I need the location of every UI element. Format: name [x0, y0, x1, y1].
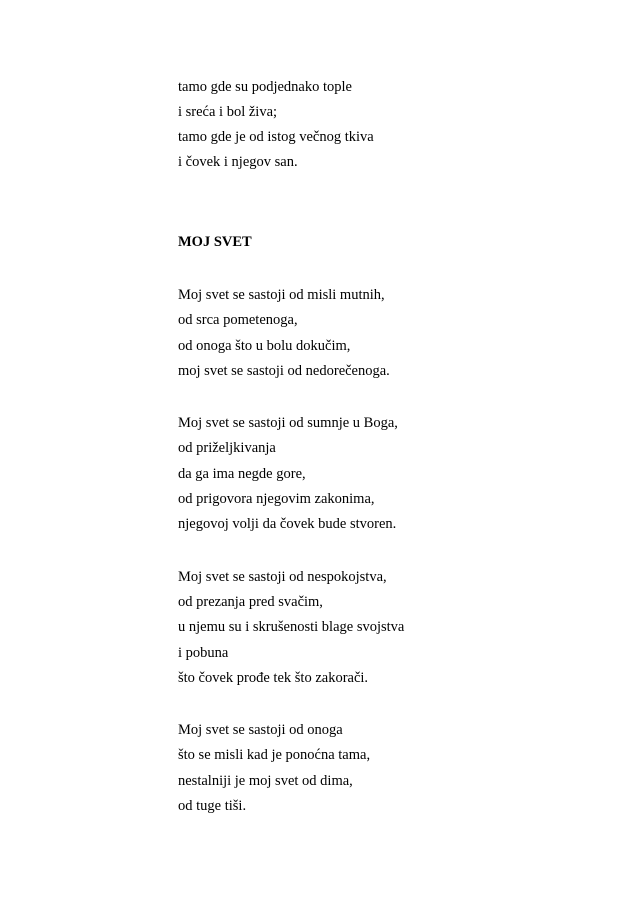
- stanza4-line-3: nestalniji je moj svet od dima,: [178, 773, 353, 789]
- stanza1-line-4: moj svet se sastoji od nedorečenoga.: [178, 363, 390, 379]
- stanza1-line-3: od onoga što u bolu dokučim,: [178, 338, 351, 354]
- stanza3-line-3: u njemu su i skrušenosti blage svojstva: [178, 619, 405, 635]
- stanza1-line-1: Moj svet se sastoji od misli mutnih,: [178, 287, 385, 303]
- stanza4-line-4: od tuge tiši.: [178, 798, 247, 814]
- stanza2-line-2: od priželjkivanja: [178, 440, 276, 456]
- intro-line-1: tamo gde su podjednako tople: [178, 79, 352, 95]
- stanza3-line-4: i pobuna: [178, 645, 229, 661]
- intro-line-3: tamo gde je od istog večnog tkiva: [178, 129, 374, 145]
- stanza3-line-5: što čovek prođe tek što zakorači.: [178, 670, 369, 686]
- stanza4-line-2: što se misli kad je ponoćna tama,: [178, 747, 371, 763]
- stanza2-line-1: Moj svet se sastoji od sumnje u Boga,: [178, 415, 398, 431]
- stanza2-line-3: da ga ima negde gore,: [178, 466, 306, 482]
- stanza3-line-1: Moj svet se sastoji od nespokojstva,: [178, 569, 387, 585]
- stanza2-line-4: od prigovora njegovim zakonima,: [178, 491, 375, 507]
- stanza1-line-2: od srca pometenoga,: [178, 312, 298, 328]
- stanza2-line-5: njegovoj volji da čovek bude stvoren.: [178, 516, 397, 532]
- intro-line-2: i sreća i bol živa;: [178, 104, 278, 120]
- poem-title: MOJ SVET: [178, 234, 252, 250]
- stanza3-line-2: od prezanja pred svačim,: [178, 594, 323, 610]
- stanza4-line-1: Moj svet se sastoji od onoga: [178, 722, 343, 738]
- intro-line-4: i čovek i njegov san.: [178, 154, 298, 170]
